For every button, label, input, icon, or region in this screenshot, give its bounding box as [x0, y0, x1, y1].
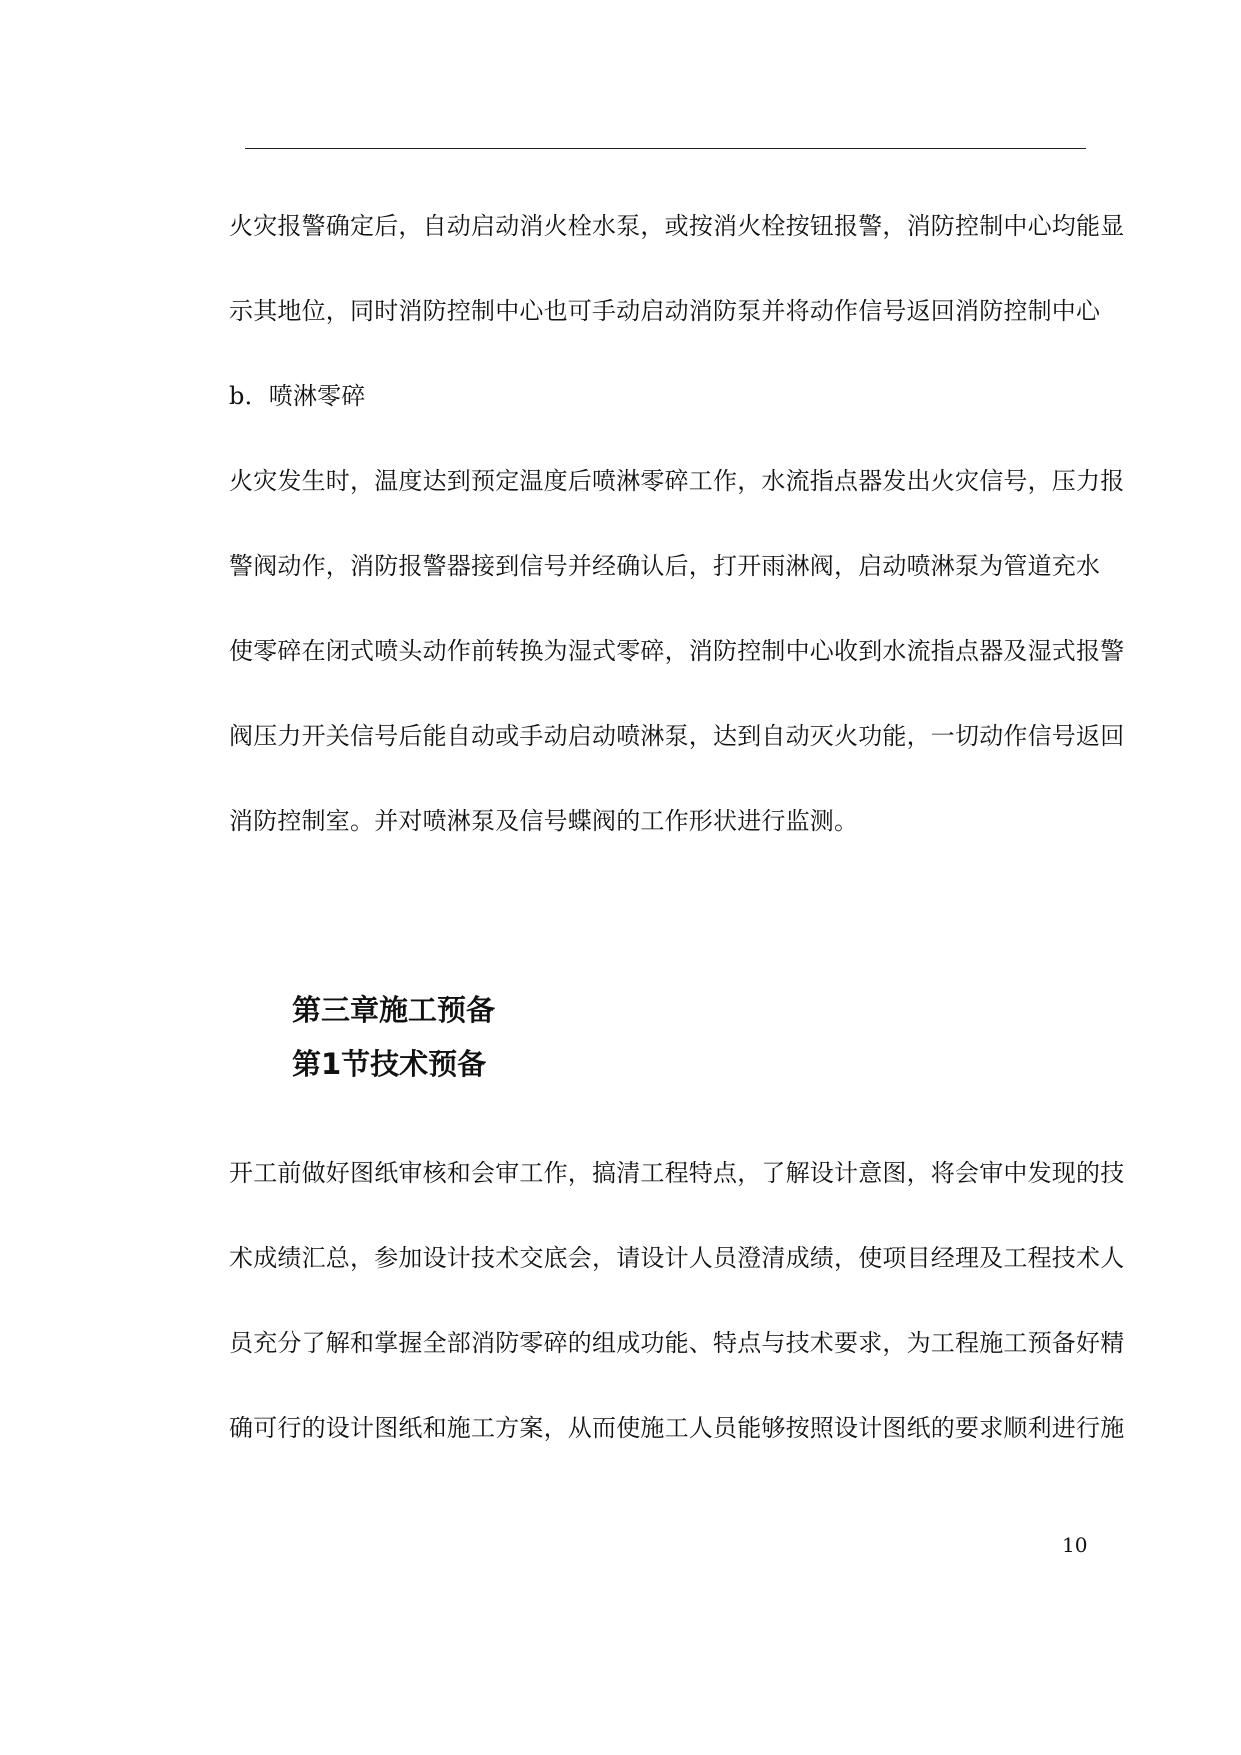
paragraph-line: 确可行的设计图纸和施工方案，从而使施工人员能够按照设计图纸的要求顺利进行施	[229, 1414, 1125, 1442]
header-rule	[245, 148, 1086, 149]
paragraph-line: 阀压力开关信号后能自动或手动启动喷淋泵，达到自动灭火功能，一切动作信号返回	[229, 722, 1125, 750]
chapter-title: 第三章施工预备	[292, 993, 496, 1027]
section-title: 第1节技术预备	[292, 1047, 487, 1081]
paragraph-line: 火灾报警确定后，自动启动消火栓水泵，或按消火栓按钮报警，消防控制中心均能显	[229, 212, 1125, 240]
page-number: 10	[1062, 1533, 1088, 1557]
paragraph-line: 火灾发生时，温度达到预定温度后喷淋零碎工作，水流指点器发出火灾信号，压力报	[229, 467, 1125, 495]
paragraph-line: 使零碎在闭式喷头动作前转换为湿式零碎，消防控制中心收到水流指点器及湿式报警	[229, 637, 1125, 665]
paragraph-line: 警阀动作，消防报警器接到信号并经确认后，打开雨淋阀，启动喷淋泵为管道充水	[229, 552, 1101, 580]
paragraph-line: 员充分了解和掌握全部消防零碎的组成功能、特点与技术要求，为工程施工预备好精	[229, 1329, 1125, 1357]
paragraph-line: 开工前做好图纸审核和会审工作，搞清工程特点，了解设计意图，将会审中发现的技	[229, 1159, 1125, 1187]
paragraph-line: 术成绩汇总，参加设计技术交底会，请设计人员澄清成绩，使项目经理及工程技术人	[229, 1244, 1125, 1272]
subsection-label: b．喷淋零碎	[229, 382, 366, 410]
paragraph-line: 消防控制室。并对喷淋泵及信号蝶阀的工作形状进行监测。	[229, 807, 859, 835]
paragraph-line: 示其地位，同时消防控制中心也可手动启动消防泵并将动作信号返回消防控制中心	[229, 297, 1101, 325]
